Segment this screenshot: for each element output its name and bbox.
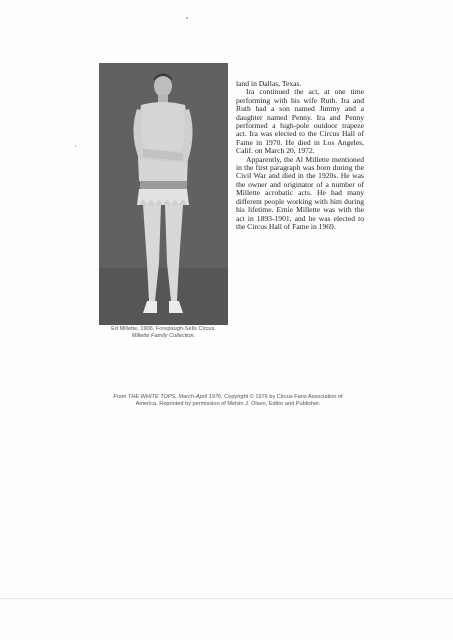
credit-issue: March-April 1976. (178, 394, 223, 400)
article-text (236, 80, 364, 231)
page-edge-line (0, 598, 453, 599)
credit-from: From (113, 394, 127, 400)
portrait-photo (99, 63, 228, 325)
caption-line-2: Millette Family Collection. (131, 333, 196, 339)
performer-figure-illustration (99, 63, 228, 325)
scan-speck (186, 17, 188, 19)
credit-rest: Copyright © 1976 by Circus Fans Association of America. Reprinted by permission of Melvin J. Olsen, Editor and Publisher. (135, 394, 343, 407)
article-paragraph: Apparently, the Al Millette mentioned in the first paragraph was born during the Civil War and died in the 1920s. He was the owner and originator of a number of Millette acrobatic acts. He had many different people working with him during his lifetime. Ernie Millette was with the act in 1893-1901, and he was elected to the Circus Hall of Fame in 1969. (236, 154, 364, 231)
caption-line-1: Ed Millette, 1906, Forepaugh-Sells Circus. (111, 326, 216, 332)
article-paragraph: Ira continued the act, at one time performing with his wife Ruth. Ira and Ruth had a son named Jimmy and a daughter named Penny. Ira and Penny performed a high-pole outdoor trapeze act. Ira was elected to the Circus Hall of Fame in 1970. He died in Los Angeles, Calif. on March 20, 1972. (236, 87, 364, 156)
photo-caption (95, 326, 232, 340)
scan-speck (75, 145, 76, 147)
article-paragraph: land in Dallas, Texas. (236, 79, 302, 88)
copyright-credit (108, 394, 348, 408)
credit-publication: THE WHITE TOPS, (127, 394, 177, 400)
